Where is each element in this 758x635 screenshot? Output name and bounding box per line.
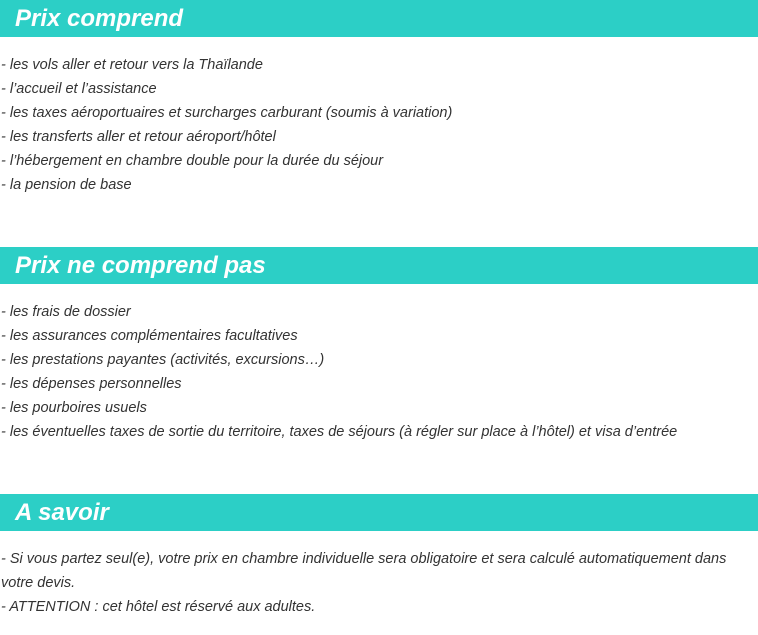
price-includes-heading: Prix comprend [0,0,758,37]
list-item: - l’hébergement en chambre double pour la durée du séjour [1,153,384,169]
list-item: - les prestations payantes (activités, excursions…) [1,352,325,368]
good-to-know-section [0,494,758,619]
price-excludes-section [0,247,758,444]
price-excludes-heading: Prix ne comprend pas [0,247,758,284]
list-item: - les vols aller et retour vers la Thaïlande [1,57,263,73]
list-item: - les frais de dossier [1,304,131,320]
list-item: - ATTENTION : cet hôtel est réservé aux adultes. [1,599,316,615]
list-item: - l’accueil et l’assistance [1,81,157,97]
good-to-know-heading: A savoir [0,494,758,531]
list-item: - les transferts aller et retour aéroport/hôtel [1,129,276,145]
price-excludes-list [0,300,758,444]
list-item: - les dépenses personnelles [1,376,182,392]
price-includes-list [0,53,758,197]
good-to-know-list [0,547,758,619]
list-item: - les assurances complémentaires facultatives [1,328,298,344]
price-includes-section [0,0,758,197]
list-item: - la pension de base [1,177,132,193]
list-item: - Si vous partez seul(e), votre prix en chambre individuelle sera obligatoire et sera calculé automatiquement dans votre devis. [1,551,727,591]
list-item: - les taxes aéroportuaires et surcharges carburant (soumis à variation) [1,105,453,121]
list-item: - les pourboires usuels [1,400,147,416]
list-item: - les éventuelles taxes de sortie du territoire, taxes de séjours (à régler sur place à l’hôtel) et visa d’entrée [1,424,678,440]
